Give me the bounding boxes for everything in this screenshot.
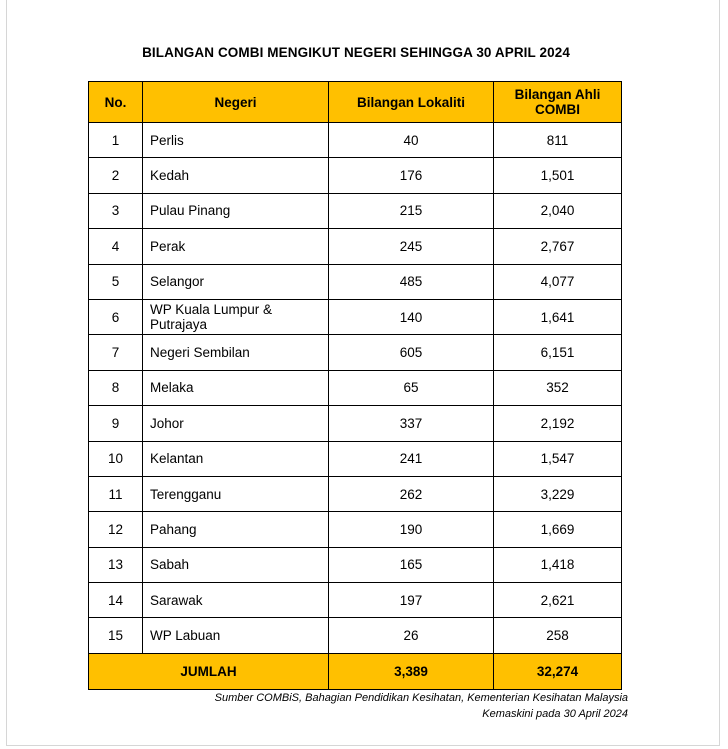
- cell-lokaliti: 605: [329, 335, 494, 370]
- header-no: No.: [89, 82, 143, 123]
- cell-ahli: 1,641: [494, 299, 622, 334]
- table-row: [89, 476, 622, 511]
- cell-negeri: Terengganu: [143, 476, 329, 511]
- cell-no: 13: [89, 547, 143, 582]
- table-row: [89, 406, 622, 441]
- table-row: [89, 512, 622, 547]
- cell-lokaliti: 245: [329, 229, 494, 264]
- header-ahli-line2: COMBI: [535, 102, 580, 117]
- table-row: [89, 370, 622, 405]
- cell-negeri: Kelantan: [143, 441, 329, 476]
- cell-lokaliti: 197: [329, 583, 494, 618]
- cell-no: 14: [89, 583, 143, 618]
- cell-no: 9: [89, 406, 143, 441]
- cell-ahli: 811: [494, 123, 622, 158]
- header-negeri: Negeri: [143, 82, 329, 123]
- cell-ahli: 1,547: [494, 441, 622, 476]
- cell-ahli: 4,077: [494, 264, 622, 299]
- header-lokaliti: Bilangan Lokaliti: [329, 82, 494, 123]
- cell-lokaliti: 65: [329, 370, 494, 405]
- cell-negeri: Melaka: [143, 370, 329, 405]
- cell-no: 1: [89, 123, 143, 158]
- table-row: [89, 335, 622, 370]
- page-title: BILANGAN COMBI MENGIKUT NEGERI SEHINGGA 30 APRIL 2024: [142, 45, 570, 60]
- cell-ahli: 1,669: [494, 512, 622, 547]
- table-row: [89, 123, 622, 158]
- cell-negeri: Johor: [143, 406, 329, 441]
- header-ahli-line1: Bilangan Ahli: [514, 87, 601, 102]
- cell-lokaliti: 262: [329, 476, 494, 511]
- cell-ahli: 1,501: [494, 158, 622, 193]
- table-header-row: [89, 82, 622, 123]
- table-row: [89, 441, 622, 476]
- cell-ahli: 1,418: [494, 547, 622, 582]
- updated-text: Kemaskini pada 30 April 2024: [482, 708, 628, 720]
- table-row: [89, 264, 622, 299]
- cell-negeri: Perlis: [143, 123, 329, 158]
- header-ahli: [494, 82, 622, 123]
- cell-negeri: Pulau Pinang: [143, 193, 329, 228]
- cell-lokaliti: 190: [329, 512, 494, 547]
- table-row: [89, 618, 622, 653]
- table-row: [89, 547, 622, 582]
- cell-lokaliti: 215: [329, 193, 494, 228]
- cell-negeri: WP Kuala Lumpur & Putrajaya: [143, 299, 329, 334]
- cell-ahli: 3,229: [494, 476, 622, 511]
- cell-negeri: Perak: [143, 229, 329, 264]
- table-row: [89, 583, 622, 618]
- total-lokaliti: 3,389: [329, 653, 494, 689]
- cell-negeri: WP Labuan: [143, 618, 329, 653]
- cell-lokaliti: 485: [329, 264, 494, 299]
- cell-no: 11: [89, 476, 143, 511]
- cell-lokaliti: 26: [329, 618, 494, 653]
- cell-no: 15: [89, 618, 143, 653]
- cell-lokaliti: 140: [329, 299, 494, 334]
- cell-lokaliti: 337: [329, 406, 494, 441]
- table-row: [89, 193, 622, 228]
- cell-ahli: 2,621: [494, 583, 622, 618]
- cell-no: 7: [89, 335, 143, 370]
- table-row: [89, 229, 622, 264]
- cell-no: 8: [89, 370, 143, 405]
- cell-lokaliti: 241: [329, 441, 494, 476]
- combi-table: [88, 81, 622, 690]
- cell-negeri: Sabah: [143, 547, 329, 582]
- cell-negeri: Negeri Sembilan: [143, 335, 329, 370]
- cell-negeri: Pahang: [143, 512, 329, 547]
- table-body: [89, 123, 622, 654]
- cell-lokaliti: 165: [329, 547, 494, 582]
- source-note: [215, 690, 628, 722]
- total-row: [89, 653, 622, 689]
- cell-ahli: 258: [494, 618, 622, 653]
- cell-lokaliti: 40: [329, 123, 494, 158]
- cell-no: 3: [89, 193, 143, 228]
- cell-ahli: 2,192: [494, 406, 622, 441]
- cell-no: 4: [89, 229, 143, 264]
- table-row: [89, 299, 622, 334]
- cell-no: 5: [89, 264, 143, 299]
- cell-ahli: 6,151: [494, 335, 622, 370]
- source-text: Sumber COMBiS, Bahagian Pendidikan Kesihatan, Kementerian Kesihatan Malaysia: [214, 692, 628, 704]
- cell-ahli: 2,767: [494, 229, 622, 264]
- cell-negeri: Selangor: [143, 264, 329, 299]
- cell-negeri: Sarawak: [143, 583, 329, 618]
- cell-no: 12: [89, 512, 143, 547]
- cell-ahli: 2,040: [494, 193, 622, 228]
- cell-ahli: 352: [494, 370, 622, 405]
- table-row: [89, 158, 622, 193]
- total-ahli: 32,274: [494, 653, 622, 689]
- total-label: JUMLAH: [89, 653, 329, 689]
- cell-no: 10: [89, 441, 143, 476]
- cell-no: 2: [89, 158, 143, 193]
- cell-negeri: Kedah: [143, 158, 329, 193]
- cell-lokaliti: 176: [329, 158, 494, 193]
- cell-no: 6: [89, 299, 143, 334]
